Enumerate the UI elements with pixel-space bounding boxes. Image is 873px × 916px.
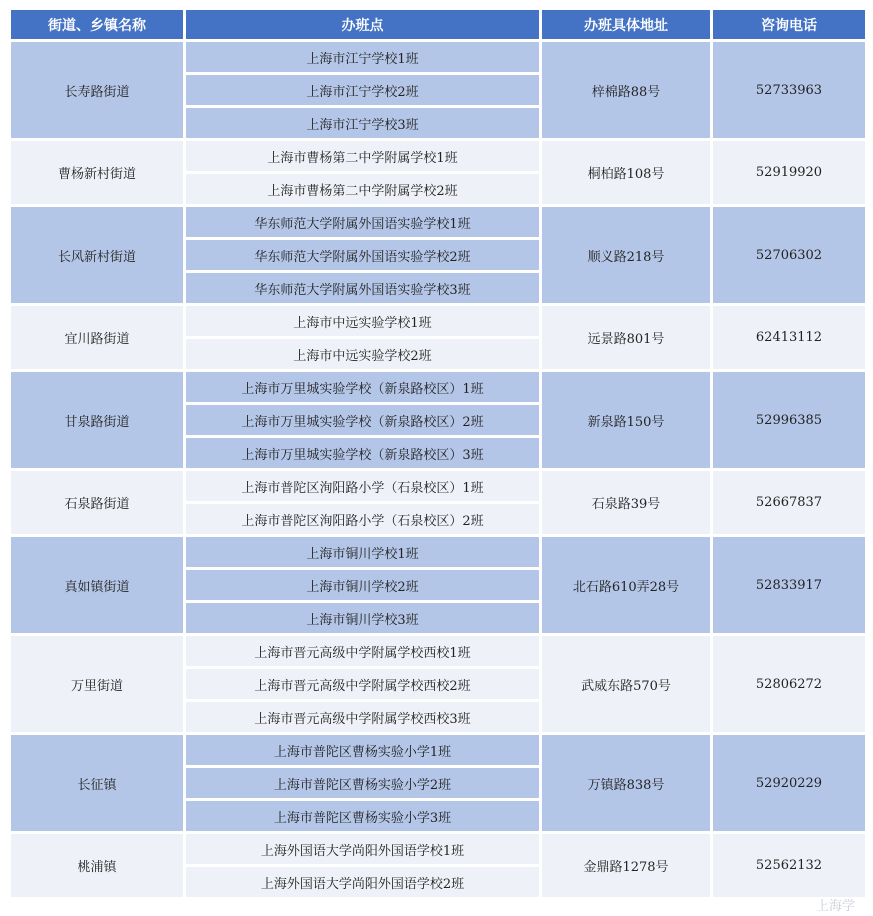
header-phone: 咨询电话	[713, 10, 865, 39]
header-class-location: 办班点	[186, 10, 539, 39]
phone-cell: 52996385	[713, 372, 865, 468]
class-location-cell: 上海市万里城实验学校（新泉路校区）3班	[186, 438, 539, 468]
class-location-cell: 上海市普陀区洵阳路小学（石泉校区）2班	[186, 504, 539, 534]
class-location-cell: 上海外国语大学尚阳外国语学校1班	[186, 834, 539, 864]
table-row	[11, 306, 865, 336]
class-location-cell: 上海市中远实验学校2班	[186, 339, 539, 369]
class-location-cell: 上海市晋元高级中学附属学校西校1班	[186, 636, 539, 666]
district-cell: 曹杨新村街道	[11, 141, 183, 204]
table-row	[11, 372, 865, 402]
address-cell: 金鼎路1278号	[542, 834, 710, 897]
watermark: 上海学	[815, 899, 855, 914]
address-cell: 桐柏路108号	[542, 141, 710, 204]
district-cell: 真如镇街道	[11, 537, 183, 633]
table-row	[11, 537, 865, 567]
phone-cell: 52733963	[713, 42, 865, 138]
class-location-cell: 上海市普陀区曹杨实验小学1班	[186, 735, 539, 765]
phone-cell: 52833917	[713, 537, 865, 633]
class-location-cell: 上海外国语大学尚阳外国语学校2班	[186, 867, 539, 897]
district-cell: 万里街道	[11, 636, 183, 732]
district-cell: 石泉路街道	[11, 471, 183, 534]
class-location-cell: 上海市江宁学校1班	[186, 42, 539, 72]
class-location-cell: 上海市万里城实验学校（新泉路校区）1班	[186, 372, 539, 402]
class-location-cell: 上海市江宁学校2班	[186, 75, 539, 105]
phone-cell: 52562132	[713, 834, 865, 897]
table-row	[11, 207, 865, 237]
class-location-cell: 上海市江宁学校3班	[186, 108, 539, 138]
class-location-cell: 上海市曹杨第二中学附属学校1班	[186, 141, 539, 171]
phone-cell: 62413112	[713, 306, 865, 369]
class-location-cell: 华东师范大学附属外国语实验学校3班	[186, 273, 539, 303]
class-location-cell: 上海市普陀区曹杨实验小学3班	[186, 801, 539, 831]
phone-cell: 52806272	[713, 636, 865, 732]
class-location-cell: 上海市铜川学校2班	[186, 570, 539, 600]
header-district: 街道、乡镇名称	[11, 10, 183, 39]
class-location-cell: 华东师范大学附属外国语实验学校1班	[186, 207, 539, 237]
table-row	[11, 42, 865, 72]
address-cell: 新泉路150号	[542, 372, 710, 468]
phone-cell: 52919920	[713, 141, 865, 204]
address-cell: 顺义路218号	[542, 207, 710, 303]
class-location-cell: 上海市普陀区曹杨实验小学2班	[186, 768, 539, 798]
table-row	[11, 141, 865, 171]
address-cell: 武威东路570号	[542, 636, 710, 732]
class-location-cell: 上海市万里城实验学校（新泉路校区）2班	[186, 405, 539, 435]
class-location-cell: 上海市中远实验学校1班	[186, 306, 539, 336]
class-location-cell: 华东师范大学附属外国语实验学校2班	[186, 240, 539, 270]
phone-cell: 52920229	[713, 735, 865, 831]
class-location-cell: 上海市铜川学校1班	[186, 537, 539, 567]
address-cell: 梓棉路88号	[542, 42, 710, 138]
table-row	[11, 834, 865, 864]
address-cell: 万镇路838号	[542, 735, 710, 831]
table-row	[11, 735, 865, 765]
header-address: 办班具体地址	[542, 10, 710, 39]
address-cell: 石泉路39号	[542, 471, 710, 534]
address-cell: 北石路610弄28号	[542, 537, 710, 633]
district-cell: 长征镇	[11, 735, 183, 831]
class-location-cell: 上海市晋元高级中学附属学校西校3班	[186, 702, 539, 732]
address-cell: 远景路801号	[542, 306, 710, 369]
district-cell: 长风新村街道	[11, 207, 183, 303]
class-location-cell: 上海市晋元高级中学附属学校西校2班	[186, 669, 539, 699]
header-row	[11, 10, 865, 39]
table-body	[11, 42, 865, 897]
district-cell: 宜川路街道	[11, 306, 183, 369]
class-location-cell: 上海市曹杨第二中学附属学校2班	[186, 174, 539, 204]
table-row	[11, 636, 865, 666]
class-location-cell: 上海市普陀区洵阳路小学（石泉校区）1班	[186, 471, 539, 501]
phone-cell: 52667837	[713, 471, 865, 534]
class-location-cell: 上海市铜川学校3班	[186, 603, 539, 633]
district-cell: 长寿路街道	[11, 42, 183, 138]
class-location-table	[8, 7, 868, 900]
table-row	[11, 471, 865, 501]
district-cell: 桃浦镇	[11, 834, 183, 897]
phone-cell: 52706302	[713, 207, 865, 303]
district-cell: 甘泉路街道	[11, 372, 183, 468]
